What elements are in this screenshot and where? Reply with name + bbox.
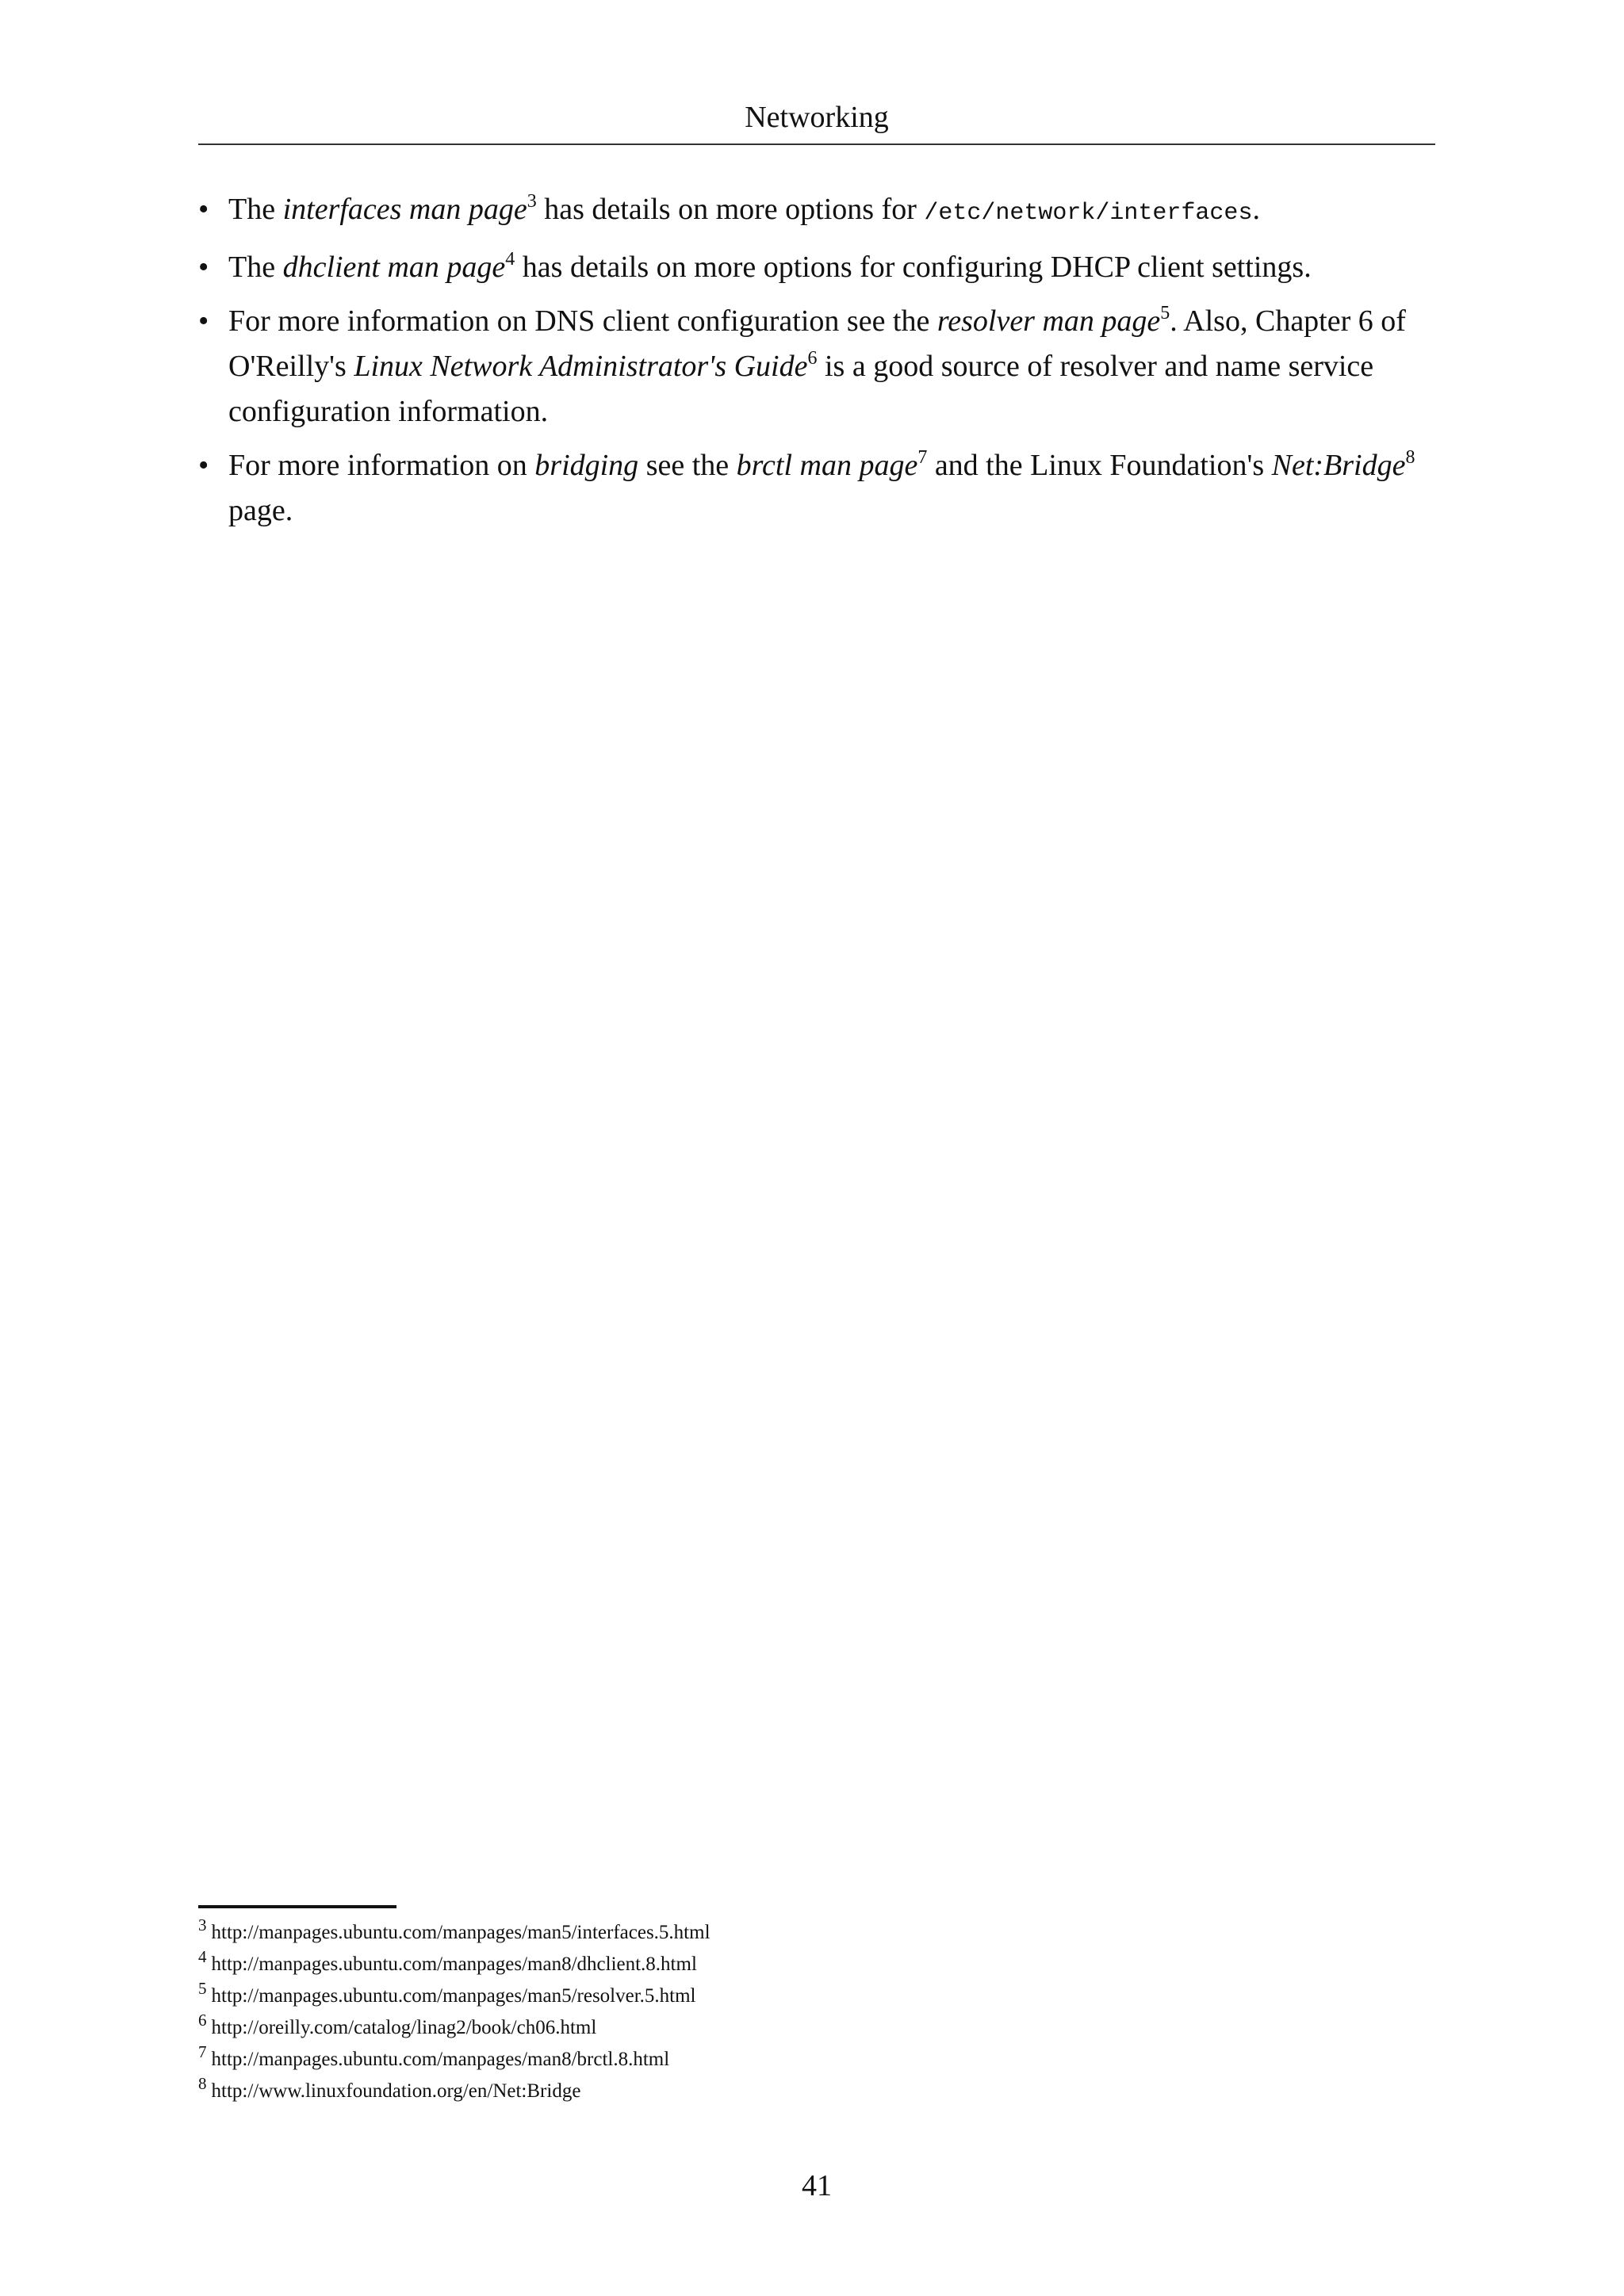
bullet-icon: •: [198, 304, 209, 338]
running-header: Networking: [745, 101, 889, 134]
man-page-title: dhclient man page: [282, 251, 506, 284]
list-item: [198, 443, 1435, 534]
text: For more information on: [228, 449, 535, 482]
text: and the Linux Foundation's: [927, 449, 1272, 482]
footnote-url[interactable]: http://www.linuxfoundation.org/en/Net:Bridge: [211, 2080, 581, 2102]
list-item: [198, 245, 1435, 290]
footnote-ref[interactable]: 5: [1160, 303, 1170, 323]
text: page.: [228, 494, 293, 527]
footnote: [198, 2044, 1435, 2076]
footnotes: [198, 1917, 1435, 2107]
footnote-ref[interactable]: 3: [527, 191, 537, 212]
text: . Also, Chapter 6 of O'Reilly's: [228, 304, 1406, 383]
footnote-ref[interactable]: 7: [917, 447, 928, 468]
book-title: Linux Network Administrator's Guide: [354, 350, 808, 383]
page-title: Net:Bridge: [1271, 449, 1406, 482]
list-item: [198, 187, 1435, 236]
text: The: [228, 251, 283, 284]
footnote: [198, 1917, 1435, 1949]
man-page-title: interfaces man page: [282, 193, 527, 226]
text: has details on more options for configuring DHCP client settings.: [515, 251, 1312, 284]
footnote-url[interactable]: http://manpages.ubuntu.com/manpages/man8/brctl.8.html: [211, 2049, 670, 2070]
footnote: [198, 2012, 1435, 2044]
bullet-list: [198, 187, 1435, 542]
text: is a good source of resolver and name service configuration information.: [228, 350, 1374, 428]
term: bridging: [534, 449, 639, 482]
text: For more information on DNS client configuration see the: [228, 304, 937, 338]
footnote-url[interactable]: http://manpages.ubuntu.com/manpages/man5/resolver.5.html: [211, 1985, 696, 2007]
footnote-number: 8: [198, 2074, 207, 2093]
footnote-number: 6: [198, 2011, 207, 2030]
list-item: [198, 299, 1435, 434]
bullet-icon: •: [198, 449, 209, 482]
text: has details on more options for: [536, 193, 925, 226]
bullet-icon: •: [198, 193, 209, 226]
text: .: [1252, 193, 1260, 226]
footnote-ref[interactable]: 8: [1405, 447, 1415, 468]
footnote-url[interactable]: http://manpages.ubuntu.com/manpages/man8/dhclient.8.html: [211, 1954, 697, 1975]
footnote-url[interactable]: http://manpages.ubuntu.com/manpages/man5/interfaces.5.html: [211, 1922, 710, 1943]
footnote: [198, 1949, 1435, 1980]
footnote-number: 7: [198, 2042, 207, 2061]
footnote: [198, 2076, 1435, 2107]
file-path: /etc/network/interfaces: [924, 200, 1253, 227]
header-rule: [198, 144, 1435, 145]
page-number: 41: [802, 2169, 832, 2202]
footnote: [198, 1980, 1435, 2012]
man-page-title: brctl man page: [736, 449, 918, 482]
text: see the: [638, 449, 737, 482]
footnote-rule: [198, 1905, 396, 1908]
text: The: [228, 193, 283, 226]
footnote-ref[interactable]: 4: [505, 249, 515, 270]
footnote-number: 4: [198, 1947, 207, 1966]
footnote-url[interactable]: http://oreilly.com/catalog/linag2/book/ch06.html: [211, 2017, 597, 2038]
man-page-title: resolver man page: [936, 304, 1161, 338]
bullet-icon: •: [198, 251, 209, 284]
footnote-number: 5: [198, 1979, 207, 1998]
footnote-ref[interactable]: 6: [807, 348, 818, 369]
footnote-number: 3: [198, 1915, 207, 1934]
